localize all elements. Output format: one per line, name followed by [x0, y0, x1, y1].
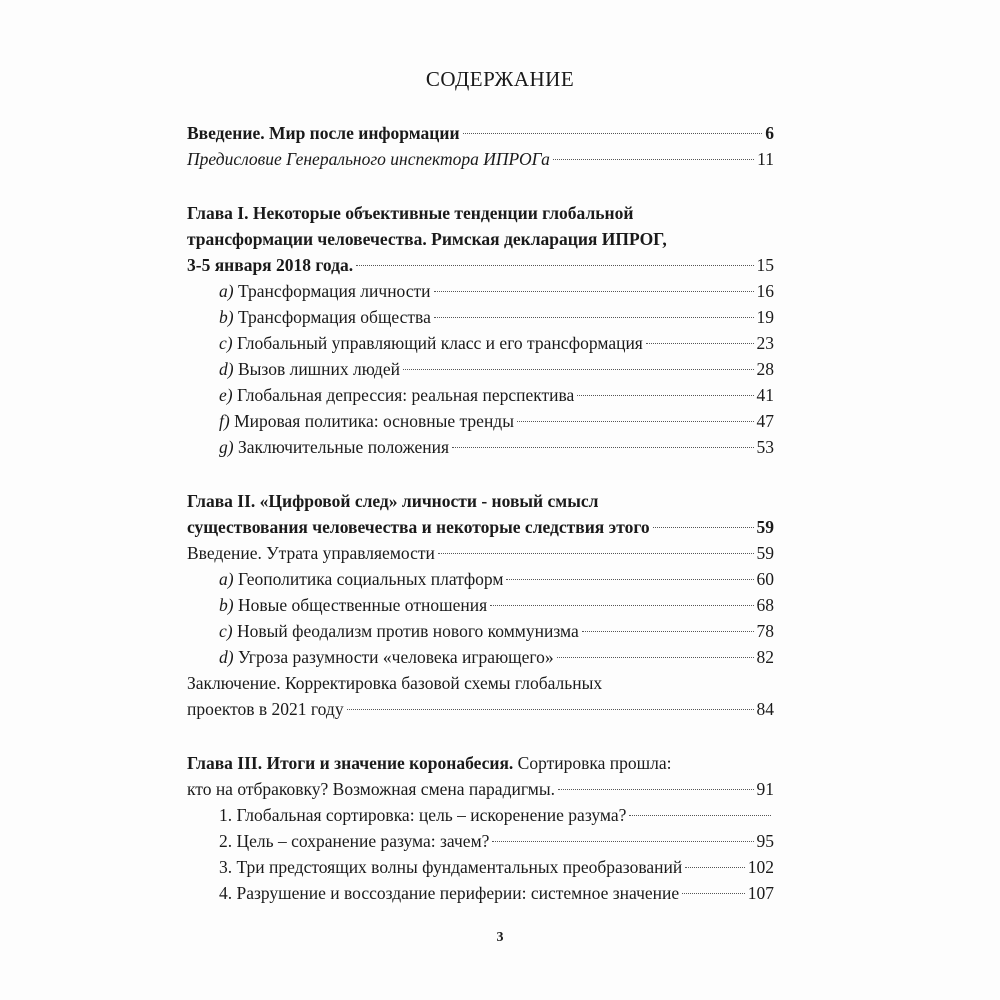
toc-page-number: 91 — [756, 779, 774, 799]
toc-subentry[interactable] — [187, 278, 774, 304]
toc-page-number: 84 — [756, 699, 774, 719]
toc-chapter1-heading-line: Глава I. Некоторые объективные тенденции глобальной — [187, 203, 634, 223]
toc-subentry-label: 2. Цель – сохранение разума: зачем? — [219, 831, 490, 851]
dot-leader — [646, 343, 754, 344]
toc-subentry-label: Новый феодализм против нового коммунизма — [236, 621, 579, 641]
toc-subentry[interactable] — [187, 408, 774, 434]
dot-leader — [517, 421, 754, 422]
toc-entry-label: проектов в 2021 году — [187, 699, 344, 719]
toc-chapter3-heading-line — [187, 750, 774, 776]
toc-subentry-label: Трансформация личности — [237, 281, 431, 301]
dot-leader — [553, 159, 754, 160]
toc-subentry-label: 4. Разрушение и воссоздание периферии: системное значение — [219, 883, 680, 903]
toc-subentry[interactable] — [187, 434, 774, 460]
toc-entry-label: кто на отбраковку? Возможная смена парадигмы. — [187, 779, 555, 799]
toc-page-number: 60 — [756, 569, 774, 589]
toc-entry-label: Предисловие Генерального инспектора ИПРОГа — [187, 149, 550, 169]
dot-leader — [558, 789, 754, 790]
toc-subentry-label: Глобальная депрессия: реальная перспектива — [236, 385, 575, 405]
dot-leader — [463, 133, 763, 134]
toc-subentry-label: Трансформация общества — [237, 307, 431, 327]
toc-subentry-letter: d) — [219, 647, 234, 667]
dot-leader — [682, 893, 745, 894]
toc-page-number: 28 — [756, 359, 774, 379]
toc-chapter2-conclusion-line: Заключение. Корректировка базовой схемы глобальных — [187, 673, 603, 693]
toc-page-number: 102 — [747, 857, 774, 877]
toc-subentry[interactable] — [187, 880, 774, 906]
toc-page-number: 59 — [756, 543, 774, 563]
toc-page-number: 82 — [756, 647, 774, 667]
page-title: СОДЕРЖАНИЕ — [425, 67, 575, 91]
toc-page-number: 15 — [756, 255, 774, 275]
page-number-footer: 3 — [496, 930, 504, 945]
toc-subentry-label: Геополитика социальных платформ — [237, 569, 504, 589]
dot-leader — [434, 317, 754, 318]
toc-subentry-letter: g) — [219, 437, 234, 457]
dot-leader — [629, 815, 771, 816]
dot-leader — [490, 605, 753, 606]
toc-subentry-letter: c) — [219, 333, 233, 353]
toc-subentry-letter: f) — [219, 411, 230, 431]
dot-leader — [653, 527, 754, 528]
dot-leader — [557, 657, 754, 658]
toc-page-number: 107 — [747, 883, 774, 903]
toc-subentry[interactable] — [187, 644, 774, 670]
toc-page-number: 47 — [756, 411, 774, 431]
toc-page-number: 6 — [765, 123, 774, 143]
toc-subentry[interactable] — [187, 618, 774, 644]
toc-page-number: 16 — [756, 281, 774, 301]
toc-subentry[interactable] — [187, 828, 774, 854]
toc-chapter3-title: Глава III. Итоги и значение коронабесия. — [187, 753, 514, 773]
toc-subentry-label: Новые общественные отношения — [237, 595, 488, 615]
toc-chapter3-subtitle: Сортировка прошла: — [513, 753, 672, 773]
toc-page-number: 11 — [757, 149, 774, 169]
toc-subentry[interactable] — [187, 382, 774, 408]
toc-subentry-label: Угроза разумности «человека играющего» — [237, 647, 554, 667]
dot-leader — [356, 265, 753, 266]
toc-entry-label: Введение. Мир после информации — [187, 123, 460, 143]
toc-subentry-letter: d) — [219, 359, 234, 379]
toc-page-number: 78 — [756, 621, 774, 641]
toc-chapter2-heading-line: Глава II. «Цифровой след» личности - новый смысл — [187, 491, 599, 511]
dot-leader — [438, 553, 754, 554]
toc-page-number: 23 — [756, 333, 774, 353]
dot-leader — [492, 841, 753, 842]
dot-leader — [582, 631, 754, 632]
toc-subentry-letter: b) — [219, 307, 234, 327]
toc-subentry-label: Заключительные положения — [237, 437, 450, 457]
table-of-contents — [187, 120, 774, 906]
toc-entry-chapter2-intro[interactable] — [187, 540, 774, 566]
toc-subentry-label: 1. Глобальная сортировка: цель – искоренение разума? — [219, 805, 627, 825]
toc-entry-chapter1[interactable] — [187, 252, 774, 278]
dot-leader — [685, 867, 745, 868]
toc-page-number: 59 — [756, 517, 774, 537]
dot-leader — [347, 709, 754, 710]
toc-entry-introduction[interactable] — [187, 120, 774, 146]
toc-subentry-label: Глобальный управляющий класс и его трансформация — [236, 333, 643, 353]
toc-subentry-letter: a) — [219, 281, 234, 301]
toc-page-number: 41 — [756, 385, 774, 405]
toc-entry-preface[interactable] — [187, 146, 774, 172]
toc-entry-chapter3[interactable] — [187, 776, 774, 802]
toc-subentry[interactable] — [187, 802, 774, 828]
toc-chapter1-heading-line: трансформации человечества. Римская декларация ИПРОГ, — [187, 229, 667, 249]
toc-entry-chapter2-conclusion[interactable] — [187, 696, 774, 722]
toc-subentry-letter: c) — [219, 621, 233, 641]
toc-entry-label: существования человечества и некоторые следствия этого — [187, 517, 650, 537]
toc-subentry[interactable] — [187, 330, 774, 356]
toc-page-number: 68 — [756, 595, 774, 615]
toc-subentry[interactable] — [187, 304, 774, 330]
toc-entry-chapter2[interactable] — [187, 514, 774, 540]
toc-subentry-letter: e) — [219, 385, 233, 405]
toc-page-number: 19 — [756, 307, 774, 327]
toc-entry-label: Введение. Утрата управляемости — [187, 543, 435, 563]
dot-leader — [403, 369, 754, 370]
toc-subentry[interactable] — [187, 592, 774, 618]
toc-page-number: 95 — [756, 831, 774, 851]
toc-subentry[interactable] — [187, 566, 774, 592]
toc-page-number: 53 — [756, 437, 774, 457]
toc-subentry[interactable] — [187, 356, 774, 382]
toc-subentry-letter: b) — [219, 595, 234, 615]
dot-leader — [452, 447, 753, 448]
toc-subentry-label: Мировая политика: основные тренды — [234, 411, 514, 431]
dot-leader — [506, 579, 753, 580]
toc-subentry-letter: a) — [219, 569, 234, 589]
toc-subentry-label: Вызов лишних людей — [237, 359, 400, 379]
toc-subentry-label: 3. Три предстоящих волны фундаментальных преобразований — [219, 857, 683, 877]
dot-leader — [577, 395, 753, 396]
toc-entry-label: 3-5 января 2018 года. — [187, 255, 354, 275]
toc-subentry[interactable] — [187, 854, 774, 880]
dot-leader — [434, 291, 754, 292]
